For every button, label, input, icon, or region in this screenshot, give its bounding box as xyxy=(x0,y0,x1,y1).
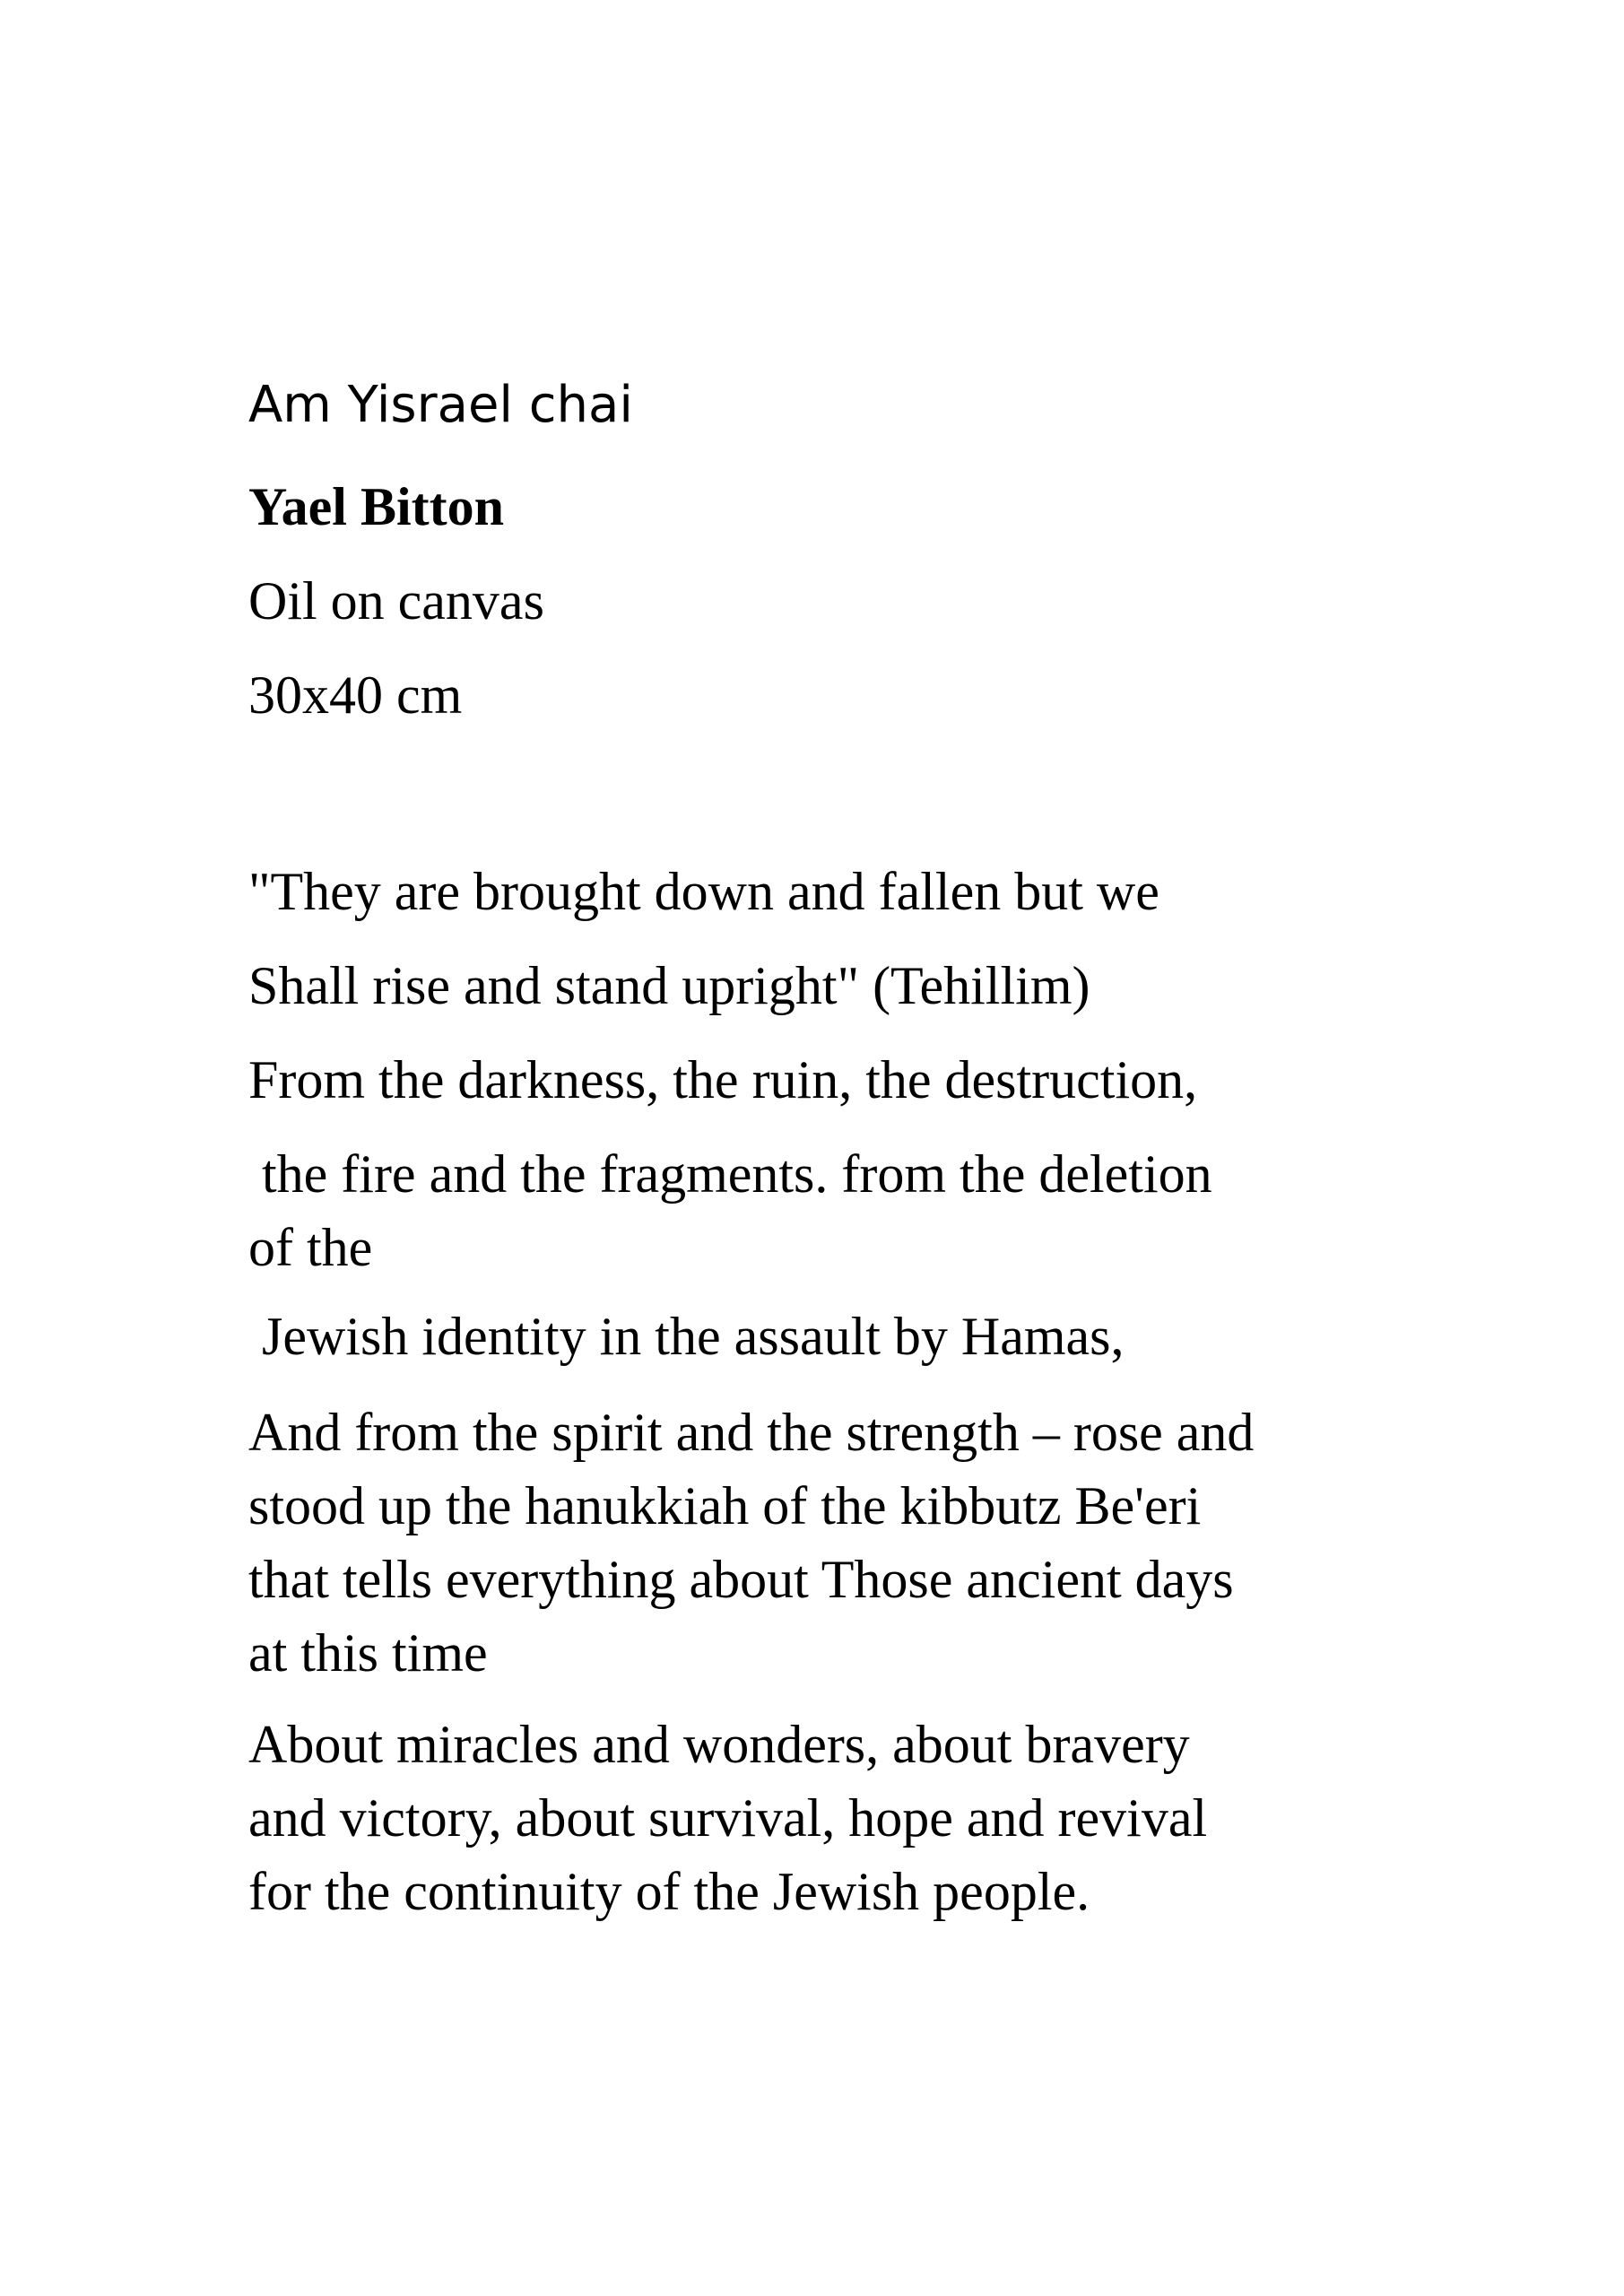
quote-line-1: "They are brought down and fallen but we xyxy=(248,862,1159,921)
statement-line-5: Jewish identity in the assault by Hamas, xyxy=(248,1307,1125,1366)
artwork-medium: Oil on canvas xyxy=(248,571,544,631)
artist-name: Yael Bitton xyxy=(248,477,504,536)
statement-paragraph-4: the fire and the fragments. from the deletion of the xyxy=(248,1144,1212,1277)
artwork-title: Am Yisrael chai xyxy=(248,376,633,434)
artwork-dimensions: 30x40 cm xyxy=(248,665,463,725)
statement-paragraph-7: About miracles and wonders, about bravery and victory, about survival, hope and revival for the continuity of the Jewish people. xyxy=(248,1715,1208,1921)
quote-line-2: Shall rise and stand upright" (Tehillim) xyxy=(248,956,1090,1015)
statement-line-3: From the darkness, the ruin, the destruction, xyxy=(248,1050,1198,1109)
statement-paragraph-6: And from the spirit and the strength – rose and stood up the hanukkiah of the kibbutz Be'eri that tells everything about Those ancient days at this time xyxy=(248,1403,1255,1683)
